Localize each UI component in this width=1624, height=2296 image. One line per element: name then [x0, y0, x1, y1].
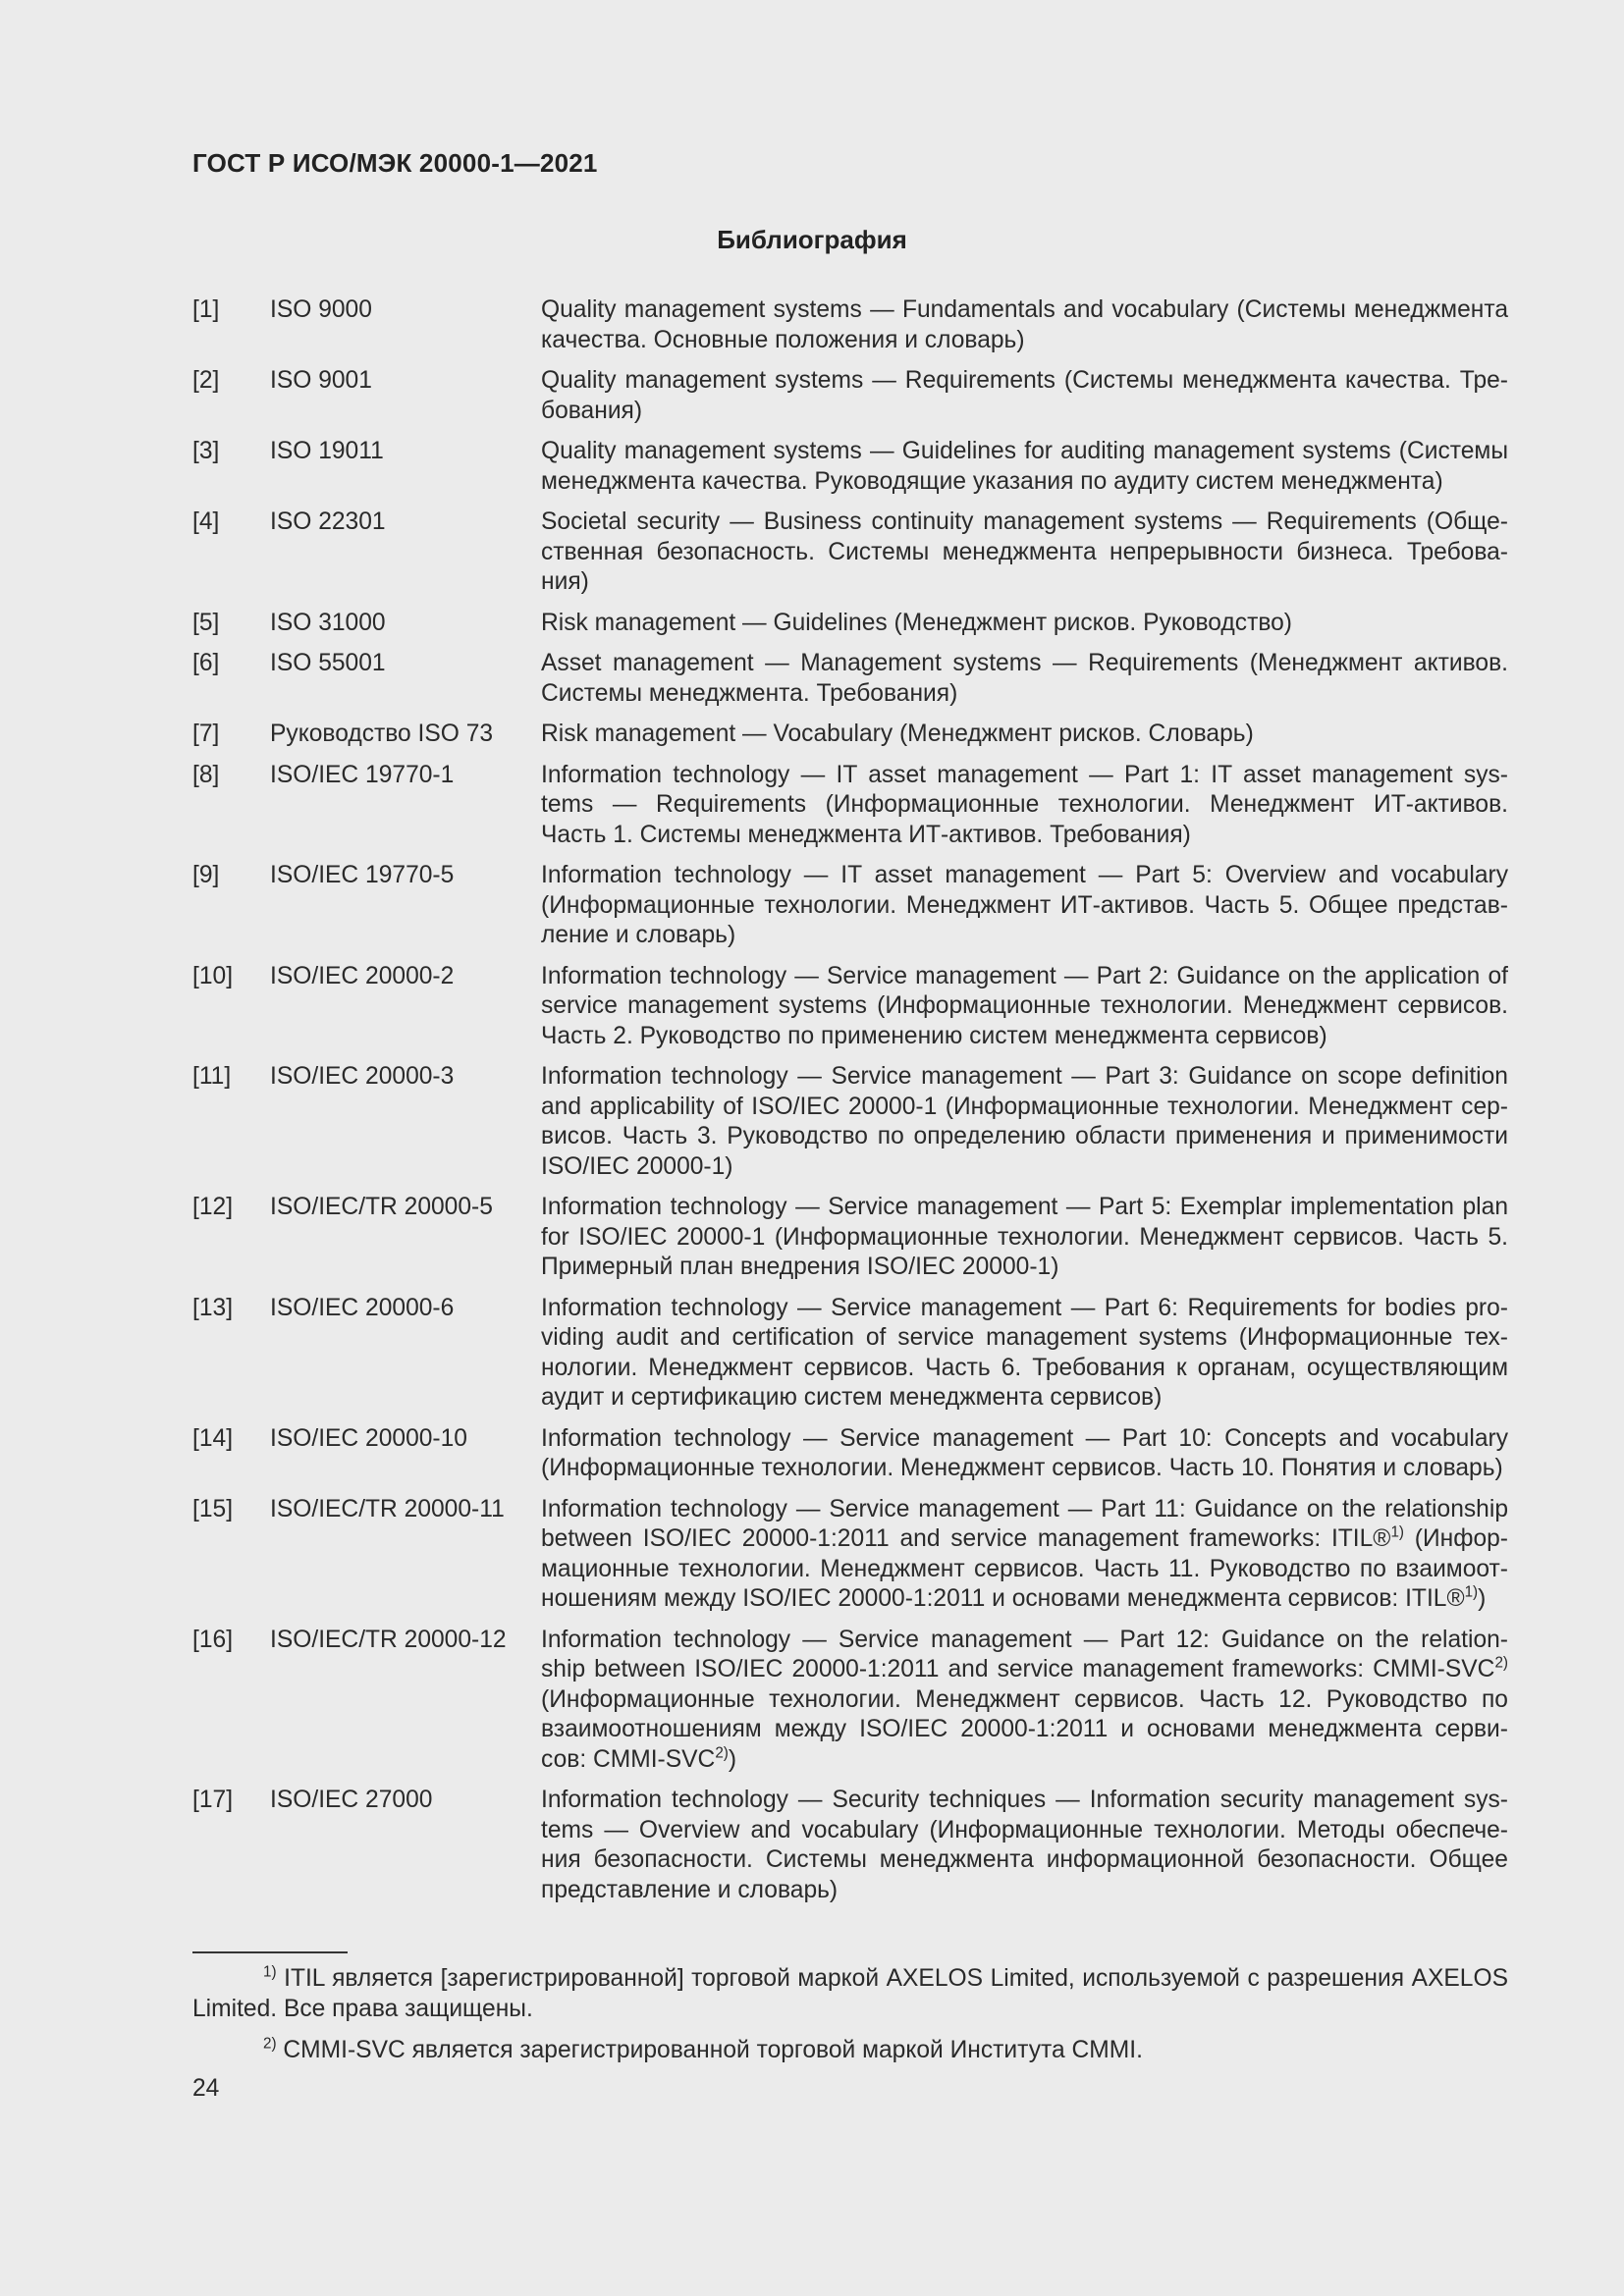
entry-title-line: Information technology — Service management — Part 3: Guidance on scope definition	[541, 1063, 1508, 1090]
entry-title-line: представление и словарь)	[541, 1876, 839, 1903]
entry-number: [8]	[192, 761, 220, 788]
footnote-mark: 1)	[263, 1963, 277, 1981]
entry-number: [2]	[192, 367, 220, 394]
entry-title-line: Quality management systems — Requirements (Системы менеджмента качества. Тре-	[541, 367, 1508, 394]
entry-title	[541, 366, 1508, 426]
standard-code: ISO/IEC 27000	[270, 1787, 433, 1813]
standard-code: Руководство ISO 73	[270, 721, 494, 747]
entry-number: [11]	[192, 1063, 232, 1090]
entry-title-line: (Информационные технологии. Менеджмент ИТ-активов. Часть 5. Общее представ-	[541, 891, 1508, 919]
entry-title-line: мационные технологии. Менеджмент сервисов. Часть 11. Руководство по взаимоот-	[541, 1555, 1508, 1582]
bibliography-entry	[192, 720, 1508, 750]
standard-code: ISO 22301	[270, 508, 386, 535]
footnote	[192, 2035, 1508, 2065]
standard-code: ISO/IEC 20000-2	[270, 962, 455, 989]
entry-title-line: качества. Основные положения и словарь)	[541, 326, 1025, 353]
entry-title-line: Часть 2. Руководство по применению систем менеджмента сервисов)	[541, 1022, 1327, 1049]
entry-title-line: нологии. Менеджмент сервисов. Часть 6. Требования к органам, осуществляющим	[541, 1354, 1508, 1381]
entry-title	[541, 761, 1508, 851]
standard-code: ISO/IEC/TR 20000-12	[270, 1626, 507, 1653]
entry-number: [10]	[192, 962, 234, 989]
entry-title-line: (Информационные технологии. Менеджмент сервисов. Часть 12. Руководство по	[541, 1685, 1508, 1713]
bibliography-entry	[192, 507, 1508, 598]
entry-title	[541, 1062, 1508, 1182]
bibliography-entry	[192, 609, 1508, 639]
standard-code: ISO/IEC 20000-6	[270, 1294, 455, 1321]
entry-title-line: service management systems (Информационные технологии. Менеджмент сервисов.	[541, 992, 1508, 1019]
standard-code: ISO/IEC/TR 20000-11	[270, 1495, 505, 1522]
entry-number: [13]	[192, 1294, 234, 1321]
footnote-ref: 2)	[715, 1744, 729, 1762]
footnotes	[192, 1963, 1508, 2076]
footnote-line: $^{1)}$ ITIL является [зарегистрированной] торговой маркой AXELOS Limited, используемой с разрешения AXELOS	[263, 1963, 1508, 1992]
footnote-divider	[192, 1951, 348, 1953]
entry-title-line: Information technology — Service management — Part 6: Requirements for bodies pro-	[541, 1294, 1508, 1321]
bibliography-list	[192, 295, 1508, 1916]
standard-code: ISO 31000	[270, 609, 386, 636]
entry-title	[541, 295, 1508, 355]
entry-title-line: ния безопасности. Системы менеджмента информационной безопасности. Общее	[541, 1846, 1508, 1873]
footnote-line: Limited. Все права защищены.	[192, 1996, 533, 2022]
entry-title-line: сов: CMMI-SVC$^{2)}$)	[541, 1744, 737, 1773]
bibliography-entry	[192, 1062, 1508, 1182]
entry-title-line: Societal security — Business continuity management systems — Requirements (Обще-	[541, 508, 1508, 535]
bibliography-entry	[192, 962, 1508, 1052]
entry-title	[541, 861, 1508, 951]
standard-code: ISO/IEC/TR 20000-5	[270, 1194, 493, 1220]
entry-title-line: Information technology — IT asset management — Part 5: Overview and vocabulary	[541, 862, 1508, 888]
bibliography-entry	[192, 1626, 1508, 1776]
standard-code: ISO/IEC 19770-1	[270, 761, 455, 788]
entry-title	[541, 649, 1508, 709]
entry-number: [17]	[192, 1787, 234, 1813]
entry-number: [9]	[192, 862, 220, 888]
entry-title-line: Information technology — Service management — Part 5: Exemplar implementation plan	[541, 1194, 1508, 1220]
entry-title-line: Information technology — Service management — Part 11: Guidance on the relationship	[541, 1495, 1508, 1522]
entry-title	[541, 437, 1508, 497]
entry-title-line: взаимоотношениям между ISO/IEC 20000-1:2011 и основами менеджмента серви-	[541, 1716, 1508, 1742]
entry-number: [12]	[192, 1194, 234, 1220]
entry-title	[541, 1495, 1508, 1615]
entry-number: [14]	[192, 1424, 234, 1452]
entry-number: [3]	[192, 438, 220, 464]
entry-number: [4]	[192, 508, 220, 535]
entry-title-line: висов. Часть 3. Руководство по определению области применения и применимости	[541, 1123, 1508, 1149]
entry-title-line: ственная безопасность. Системы менеджмента непрерывности бизнеса. Требова-	[541, 538, 1508, 565]
standard-code: ISO/IEC 20000-10	[270, 1424, 467, 1452]
bibliography-entry	[192, 1495, 1508, 1615]
entry-title-line: tems — Overview and vocabulary (Информационные технологии. Методы обеспече-	[541, 1816, 1508, 1843]
entry-title-line: Часть 1. Системы менеджмента ИТ-активов. Требования)	[541, 821, 1191, 848]
standard-code: ISO/IEC 20000-3	[270, 1063, 455, 1090]
entry-title-line: ния)	[541, 568, 589, 595]
entry-number: [16]	[192, 1626, 234, 1653]
footnote-mark: 2)	[263, 2035, 277, 2053]
entry-title-line: viding audit and certification of service management systems (Информационные тех-	[541, 1324, 1508, 1351]
entry-title-line: tems — Requirements (Информационные технологии. Менеджмент ИТ-активов.	[541, 791, 1508, 818]
entry-title-line: Information technology — Service management — Part 10: Concepts and vocabulary	[541, 1424, 1508, 1452]
entry-number: [6]	[192, 650, 220, 676]
entry-title-line: Information technology — Security techniques — Information security management sys-	[541, 1787, 1508, 1813]
entry-title-line: Asset management — Management systems — Requirements (Менеджмент активов.	[541, 650, 1508, 676]
section-title: Библиография	[717, 225, 907, 254]
document-header: ГОСТ Р ИСО/МЭК 20000-1—2021	[192, 148, 598, 178]
entry-title-line: (Информационные технологии. Менеджмент сервисов. Часть 10. Понятия и словарь)	[541, 1455, 1503, 1481]
bibliography-entry	[192, 1786, 1508, 1905]
entry-title-line: Системы менеджмента. Требования)	[541, 679, 958, 707]
footnote-line: $^{2)}$ CMMI-SVC является зарегистрированной торговой маркой Института CMMI.	[263, 2035, 1143, 2063]
bibliography-entry	[192, 1424, 1508, 1484]
entry-title	[541, 1424, 1508, 1484]
entry-title-line: ношениям между ISO/IEC 20000-1:2011 и основами менеджмента сервисов: ITIL®$^{1)}$)	[541, 1583, 1487, 1612]
entry-title-line: бования)	[541, 397, 643, 424]
entry-title-line: ление и словарь)	[541, 922, 736, 948]
entry-title	[541, 1193, 1508, 1283]
footnote	[192, 1963, 1508, 2024]
entry-title-line: Risk management — Vocabulary (Менеджмент рисков. Словарь)	[541, 721, 1254, 747]
standard-code: ISO 9000	[270, 296, 372, 323]
entry-title-line: Risk management — Guidelines (Менеджмент рисков. Руководство)	[541, 609, 1292, 636]
entry-title	[541, 720, 1508, 750]
entry-number: [15]	[192, 1495, 234, 1522]
bibliography-entry	[192, 1193, 1508, 1283]
bibliography-entry	[192, 761, 1508, 851]
entry-title-line: Information technology — Service management — Part 2: Guidance on the application of	[541, 962, 1508, 989]
entry-title-line: ISO/IEC 20000-1)	[541, 1152, 733, 1180]
footnote-ref: 1)	[1464, 1583, 1479, 1601]
entry-title-line: for ISO/IEC 20000-1 (Информационные технологии. Менеджмент сервисов. Часть 5.	[541, 1223, 1508, 1251]
entry-title	[541, 1626, 1508, 1776]
bibliography-entry	[192, 861, 1508, 951]
entry-title	[541, 1294, 1508, 1414]
entry-number: [7]	[192, 721, 220, 747]
entry-title-line: Information technology — Service management — Part 12: Guidance on the relation-	[541, 1626, 1508, 1653]
entry-title	[541, 609, 1508, 639]
bibliography-entry	[192, 649, 1508, 709]
bibliography-entry	[192, 437, 1508, 497]
entry-title-line: Примерный план внедрения ISO/IEC 20000-1)	[541, 1254, 1059, 1280]
entry-title-line: and applicability of ISO/IEC 20000-1 (Информационные технологии. Менеджмент сер-	[541, 1093, 1508, 1120]
footnote-ref: 2)	[1494, 1654, 1508, 1672]
bibliography-entry	[192, 366, 1508, 426]
entry-title	[541, 962, 1508, 1052]
entry-title-line: between ISO/IEC 20000-1:2011 and service management frameworks: ITIL®$^{1)}$ (Инфор-	[541, 1523, 1508, 1552]
entry-title	[541, 507, 1508, 598]
bibliography-entry	[192, 295, 1508, 355]
entry-title	[541, 1786, 1508, 1905]
entry-title-line: ship between ISO/IEC 20000-1:2011 and service management frameworks: CMMI-SVC$^{2)}$	[541, 1654, 1508, 1682]
entry-title-line: аудит и сертификацию систем менеджмента сервисов)	[541, 1384, 1163, 1411]
entry-number: [5]	[192, 609, 220, 636]
standard-code: ISO 9001	[270, 367, 372, 394]
entry-title-line: Quality management systems — Guidelines for auditing management systems (Системы	[541, 438, 1508, 464]
standard-code: ISO 55001	[270, 650, 386, 676]
standard-code: ISO 19011	[270, 438, 384, 464]
footnote-ref: 1)	[1390, 1523, 1404, 1541]
entry-number: [1]	[192, 296, 220, 323]
page-number: 24	[192, 2075, 220, 2102]
standard-code: ISO/IEC 19770-5	[270, 862, 455, 888]
entry-title-line: Quality management systems — Fundamentals and vocabulary (Системы менеджмента	[541, 296, 1508, 323]
bibliography-entry	[192, 1294, 1508, 1414]
entry-title-line: Information technology — IT asset management — Part 1: IT asset management sys-	[541, 761, 1508, 788]
entry-title-line: менеджмента качества. Руководящие указания по аудиту систем менеджмента)	[541, 467, 1443, 495]
